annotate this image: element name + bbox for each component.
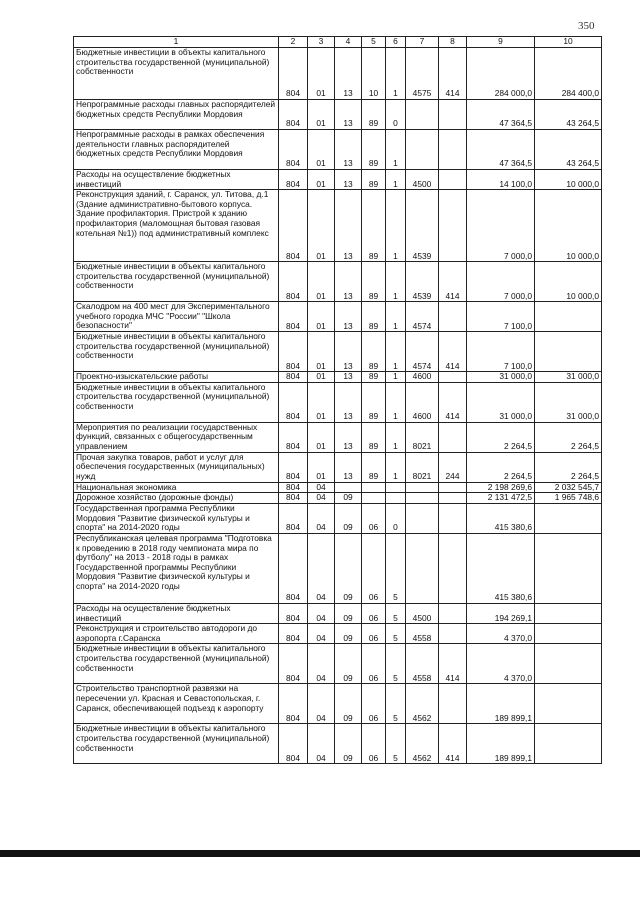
cell-col-7 [406, 130, 439, 170]
cell-col-4: 13 [335, 48, 362, 100]
cell-col-6: 1 [386, 190, 406, 262]
cell-col-2: 804 [279, 372, 308, 383]
cell-col-4: 13 [335, 382, 362, 422]
cell-col-6: 1 [386, 130, 406, 170]
table-row [74, 684, 602, 724]
cell-col-2: 804 [279, 332, 308, 372]
cell-col-6: 5 [386, 533, 406, 603]
cell-col-9: 2 264,5 [467, 452, 535, 482]
column-header-1: 1 [74, 37, 279, 48]
cell-col-2: 804 [279, 624, 308, 644]
cell-col-5: 06 [362, 503, 386, 533]
cell-col-5: 06 [362, 684, 386, 724]
cell-col-3: 01 [308, 262, 335, 302]
cell-col-6: 0 [386, 503, 406, 533]
table-row [74, 382, 602, 422]
cell-col-5: 10 [362, 48, 386, 100]
cell-col-8 [439, 503, 467, 533]
cell-col-7: 4574 [406, 302, 439, 332]
cell-col-8 [439, 624, 467, 644]
table-row [74, 130, 602, 170]
table-row [74, 624, 602, 644]
cell-col-9: 415 380,6 [467, 503, 535, 533]
table-row [74, 170, 602, 190]
cell-col-10: 10 000,0 [535, 170, 602, 190]
cell-col-10: 10 000,0 [535, 262, 602, 302]
cell-col-9: 2 198 269,6 [467, 482, 535, 493]
cell-col-6: 1 [386, 382, 406, 422]
cell-col-8: 414 [439, 724, 467, 764]
cell-col-2: 804 [279, 170, 308, 190]
cell-col-7: 8021 [406, 422, 439, 452]
cell-col-7: 4562 [406, 684, 439, 724]
cell-col-8: 414 [439, 262, 467, 302]
cell-col-2: 804 [279, 262, 308, 302]
cell-col-7 [406, 533, 439, 603]
cell-col-3: 01 [308, 130, 335, 170]
cell-col-7: 4558 [406, 644, 439, 684]
cell-col-8 [439, 493, 467, 504]
cell-col-4: 09 [335, 533, 362, 603]
row-name-cell: Республиканская целевая программа "Подготовка к проведению в 2018 году чемпионата мира по футболу" на 2013 - 2018 годы в рамках Государственной программы Республики Мордовия "Развитие физической культуры и спорта" на 2014-2020 годы [74, 533, 279, 603]
cell-col-8 [439, 302, 467, 332]
cell-col-5: 89 [362, 302, 386, 332]
cell-col-9: 189 899,1 [467, 684, 535, 724]
table-row [74, 48, 602, 100]
table-row [74, 503, 602, 533]
row-name-cell: Бюджетные инвестиции в объекты капитального строительства государственной (муниципальной) собственности [74, 332, 279, 372]
cell-col-9: 7 100,0 [467, 332, 535, 372]
cell-col-6: 5 [386, 724, 406, 764]
cell-col-3: 04 [308, 644, 335, 684]
cell-col-4: 13 [335, 452, 362, 482]
cell-col-10: 2 264,5 [535, 452, 602, 482]
cell-col-10 [535, 724, 602, 764]
row-name-cell: Бюджетные инвестиции в объекты капитального строительства государственной (муниципальной) собственности [74, 382, 279, 422]
cell-col-10 [535, 332, 602, 372]
cell-col-6 [386, 482, 406, 493]
cell-col-6: 1 [386, 170, 406, 190]
cell-col-10 [535, 533, 602, 603]
cell-col-8 [439, 372, 467, 383]
cell-col-5 [362, 493, 386, 504]
cell-col-7 [406, 493, 439, 504]
cell-col-4: 13 [335, 170, 362, 190]
cell-col-4: 09 [335, 493, 362, 504]
row-name-cell: Строительство транспортной развязки на пересечении ул. Красная и Севастопольская, г. Саранск, обеспечивающей подъезд к аэропорту [74, 684, 279, 724]
row-name-cell: Бюджетные инвестиции в объекты капитального строительства государственной (муниципальной) собственности [74, 724, 279, 764]
row-name-cell: Мероприятия по реализации государственных функций, связанных с общегосударственным управлением [74, 422, 279, 452]
cell-col-3: 04 [308, 724, 335, 764]
cell-col-2: 804 [279, 452, 308, 482]
cell-col-2: 804 [279, 422, 308, 452]
cell-col-9: 47 364,5 [467, 130, 535, 170]
cell-col-7: 4575 [406, 48, 439, 100]
cell-col-6: 1 [386, 262, 406, 302]
column-header-6: 6 [386, 37, 406, 48]
cell-col-8 [439, 422, 467, 452]
cell-col-3: 01 [308, 332, 335, 372]
cell-col-6: 1 [386, 48, 406, 100]
cell-col-7: 4600 [406, 382, 439, 422]
column-header-7: 7 [406, 37, 439, 48]
header-row [74, 37, 602, 48]
cell-col-3: 01 [308, 48, 335, 100]
cell-col-10 [535, 624, 602, 644]
row-name-cell: Прочая закупка товаров, работ и услуг для обеспечения государственных (муниципальных) нужд [74, 452, 279, 482]
table-row [74, 372, 602, 383]
cell-col-9: 194 269,1 [467, 603, 535, 623]
cell-col-9: 415 380,6 [467, 533, 535, 603]
table-row [74, 302, 602, 332]
cell-col-7 [406, 482, 439, 493]
cell-col-7: 4600 [406, 372, 439, 383]
cell-col-9: 47 364,5 [467, 100, 535, 130]
cell-col-3: 04 [308, 684, 335, 724]
row-name-cell: Бюджетные инвестиции в объекты капитального строительства государственной (муниципальной) собственности [74, 262, 279, 302]
table-body [74, 48, 602, 764]
cell-col-10: 1 965 748,6 [535, 493, 602, 504]
cell-col-7: 4500 [406, 603, 439, 623]
cell-col-2: 804 [279, 493, 308, 504]
cell-col-5: 06 [362, 724, 386, 764]
cell-col-2: 804 [279, 533, 308, 603]
cell-col-2: 804 [279, 48, 308, 100]
cell-col-4 [335, 482, 362, 493]
cell-col-4: 13 [335, 422, 362, 452]
row-name-cell: Непрограммные расходы в рамках обеспечения деятельности главных распорядителей бюджетных средств Республики Мордовия [74, 130, 279, 170]
cell-col-6: 1 [386, 302, 406, 332]
cell-col-8 [439, 190, 467, 262]
row-name-cell: Расходы на осуществление бюджетных инвестиций [74, 603, 279, 623]
cell-col-6: 0 [386, 100, 406, 130]
cell-col-5 [362, 482, 386, 493]
cell-col-8: 244 [439, 452, 467, 482]
cell-col-2: 804 [279, 644, 308, 684]
cell-col-7 [406, 503, 439, 533]
cell-col-6: 5 [386, 644, 406, 684]
cell-col-9: 284 000,0 [467, 48, 535, 100]
cell-col-2: 804 [279, 482, 308, 493]
cell-col-10 [535, 603, 602, 623]
cell-col-3: 01 [308, 302, 335, 332]
cell-col-3: 01 [308, 422, 335, 452]
cell-col-6: 5 [386, 603, 406, 623]
column-header-9: 9 [467, 37, 535, 48]
table-row [74, 332, 602, 372]
cell-col-5: 89 [362, 170, 386, 190]
cell-col-9: 7 000,0 [467, 190, 535, 262]
column-header-4: 4 [335, 37, 362, 48]
table-row [74, 452, 602, 482]
cell-col-9: 4 370,0 [467, 624, 535, 644]
page-number: 350 [578, 20, 595, 32]
column-header-8: 8 [439, 37, 467, 48]
cell-col-5: 89 [362, 190, 386, 262]
cell-col-9: 4 370,0 [467, 644, 535, 684]
cell-col-3: 04 [308, 533, 335, 603]
cell-col-8 [439, 684, 467, 724]
cell-col-4: 13 [335, 100, 362, 130]
row-name-cell: Бюджетные инвестиции в объекты капитального строительства государственной (муниципальной) собственности [74, 48, 279, 100]
table-row [74, 100, 602, 130]
cell-col-7: 4558 [406, 624, 439, 644]
cell-col-9: 2 131 472,5 [467, 493, 535, 504]
cell-col-3: 01 [308, 382, 335, 422]
cell-col-10 [535, 644, 602, 684]
table-row [74, 724, 602, 764]
table-row [74, 482, 602, 493]
table-row [74, 603, 602, 623]
cell-col-3: 04 [308, 493, 335, 504]
cell-col-5: 89 [362, 382, 386, 422]
cell-col-10 [535, 503, 602, 533]
row-name-cell: Национальная экономика [74, 482, 279, 493]
cell-col-4: 09 [335, 684, 362, 724]
cell-col-5: 89 [362, 422, 386, 452]
cell-col-8 [439, 533, 467, 603]
cell-col-5: 06 [362, 644, 386, 684]
bottom-border-bar [0, 850, 640, 857]
cell-col-3: 01 [308, 190, 335, 262]
cell-col-4: 13 [335, 130, 362, 170]
cell-col-2: 804 [279, 603, 308, 623]
cell-col-6: 1 [386, 452, 406, 482]
column-header-5: 5 [362, 37, 386, 48]
cell-col-6: 5 [386, 624, 406, 644]
row-name-cell: Скалодром на 400 мест для Экспериментального учебного городка МЧС "России" "Школа безопасности" [74, 302, 279, 332]
cell-col-8 [439, 482, 467, 493]
table-row [74, 644, 602, 684]
row-name-cell: Государственная программа Республики Мордовия "Развитие физической культуры и спорта" на 2014-2020 годы [74, 503, 279, 533]
column-header-2: 2 [279, 37, 308, 48]
cell-col-6: 5 [386, 684, 406, 724]
cell-col-6: 1 [386, 422, 406, 452]
cell-col-4: 09 [335, 603, 362, 623]
cell-col-3: 04 [308, 624, 335, 644]
row-name-cell: Непрограммные расходы главных распорядителей бюджетных средств Республики Мордовия [74, 100, 279, 130]
cell-col-8: 414 [439, 332, 467, 372]
row-name-cell: Реконструкция зданий, г. Саранск, ул. Титова, д.1 (Здание административно-бытового корпуса. Здание профилактория. Пристрой к зданию профилактория (маломощная бытовая газовая котельная №1)) под административный комплекс [74, 190, 279, 262]
row-name-cell: Дорожное хозяйство (дорожные фонды) [74, 493, 279, 504]
budget-table [73, 36, 602, 764]
cell-col-2: 804 [279, 190, 308, 262]
cell-col-8 [439, 170, 467, 190]
cell-col-8 [439, 603, 467, 623]
cell-col-9: 7 000,0 [467, 262, 535, 302]
cell-col-4: 09 [335, 624, 362, 644]
cell-col-5: 06 [362, 603, 386, 623]
cell-col-6: 1 [386, 372, 406, 383]
cell-col-3: 01 [308, 372, 335, 383]
cell-col-4: 09 [335, 724, 362, 764]
cell-col-10: 2 264,5 [535, 422, 602, 452]
cell-col-10: 284 400,0 [535, 48, 602, 100]
cell-col-10: 43 264,5 [535, 100, 602, 130]
cell-col-9: 14 100,0 [467, 170, 535, 190]
cell-col-5: 89 [362, 100, 386, 130]
cell-col-7: 4574 [406, 332, 439, 372]
cell-col-3: 01 [308, 170, 335, 190]
cell-col-9: 31 000,0 [467, 382, 535, 422]
cell-col-10: 10 000,0 [535, 190, 602, 262]
cell-col-2: 804 [279, 382, 308, 422]
cell-col-4: 13 [335, 302, 362, 332]
column-header-10: 10 [535, 37, 602, 48]
table-row [74, 422, 602, 452]
cell-col-8: 414 [439, 382, 467, 422]
row-name-cell: Проектно-изыскательские работы [74, 372, 279, 383]
cell-col-2: 804 [279, 684, 308, 724]
cell-col-10 [535, 684, 602, 724]
cell-col-10: 43 264,5 [535, 130, 602, 170]
cell-col-7: 4539 [406, 190, 439, 262]
cell-col-10: 31 000,0 [535, 372, 602, 383]
cell-col-4: 09 [335, 644, 362, 684]
cell-col-9: 7 100,0 [467, 302, 535, 332]
cell-col-5: 89 [362, 372, 386, 383]
cell-col-4: 09 [335, 503, 362, 533]
cell-col-7 [406, 100, 439, 130]
column-header-3: 3 [308, 37, 335, 48]
cell-col-4: 13 [335, 190, 362, 262]
cell-col-3: 01 [308, 452, 335, 482]
cell-col-2: 804 [279, 302, 308, 332]
cell-col-9: 2 264,5 [467, 422, 535, 452]
cell-col-8 [439, 100, 467, 130]
cell-col-3: 04 [308, 503, 335, 533]
table-row [74, 533, 602, 603]
cell-col-4: 13 [335, 372, 362, 383]
cell-col-5: 89 [362, 332, 386, 372]
cell-col-5: 06 [362, 533, 386, 603]
table-row [74, 262, 602, 302]
cell-col-4: 13 [335, 332, 362, 372]
cell-col-7: 4562 [406, 724, 439, 764]
cell-col-2: 804 [279, 130, 308, 170]
cell-col-6: 1 [386, 332, 406, 372]
cell-col-10 [535, 302, 602, 332]
cell-col-8: 414 [439, 644, 467, 684]
cell-col-10: 2 032 545,7 [535, 482, 602, 493]
cell-col-6 [386, 493, 406, 504]
row-name-cell: Бюджетные инвестиции в объекты капитального строительства государственной (муниципальной) собственности [74, 644, 279, 684]
cell-col-8: 414 [439, 48, 467, 100]
cell-col-4: 13 [335, 262, 362, 302]
cell-col-7: 8021 [406, 452, 439, 482]
cell-col-5: 89 [362, 262, 386, 302]
cell-col-2: 804 [279, 503, 308, 533]
cell-col-5: 06 [362, 624, 386, 644]
cell-col-3: 04 [308, 482, 335, 493]
cell-col-5: 89 [362, 452, 386, 482]
table-row [74, 190, 602, 262]
cell-col-3: 01 [308, 100, 335, 130]
cell-col-8 [439, 130, 467, 170]
cell-col-7: 4500 [406, 170, 439, 190]
cell-col-7: 4539 [406, 262, 439, 302]
cell-col-2: 804 [279, 724, 308, 764]
table-row [74, 493, 602, 504]
cell-col-3: 04 [308, 603, 335, 623]
row-name-cell: Реконструкция и строительство автодороги до аэропорта г.Саранска [74, 624, 279, 644]
cell-col-9: 189 899,1 [467, 724, 535, 764]
row-name-cell: Расходы на осуществление бюджетных инвестиций [74, 170, 279, 190]
cell-col-2: 804 [279, 100, 308, 130]
cell-col-9: 31 000,0 [467, 372, 535, 383]
cell-col-5: 89 [362, 130, 386, 170]
cell-col-10: 31 000,0 [535, 382, 602, 422]
